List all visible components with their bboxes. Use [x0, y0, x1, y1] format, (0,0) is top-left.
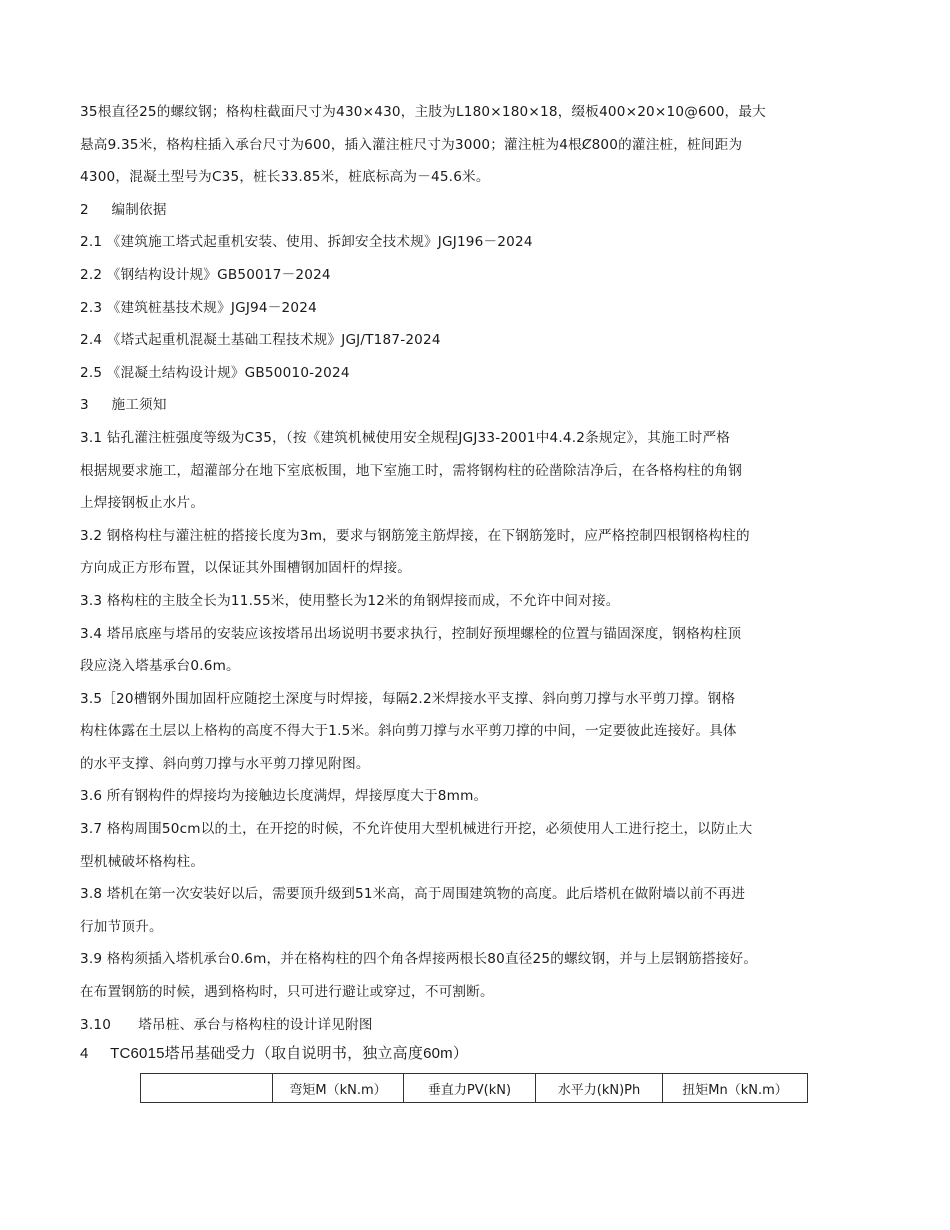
table-header-cell: 扭矩Mn（kN.m）: [663, 1074, 808, 1103]
paragraph-line: 35根直径25的螺纹钢；格构柱截面尺寸为430×430，主肢为L180×180×18，缀板400×20×10@600，最大: [80, 104, 766, 120]
paragraph-line: 根据规要求施工，超灌部分在地下室底板围，地下室施工时，需将钢构柱的砼凿除洁净后，在各格构柱的角钢: [80, 462, 743, 479]
table-header-row: [141, 1074, 808, 1103]
table-header-cell: 弯矩M（kN.m）: [273, 1074, 404, 1103]
reference-item: 2.2 《钢结构设计规》GB50017－2024: [80, 266, 331, 283]
paragraph-line: 3.4 塔吊底座与塔吊的安装应该按塔吊出场说明书要求执行，控制好预埋螺栓的位置与锚固深度，钢格构柱顶: [80, 625, 742, 642]
paragraph-line: 4300，混凝土型号为C35，桩长33.85米，桩底标高为－45.6米。: [80, 169, 490, 186]
reference-item: 2.1 《建筑施工塔式起重机安装、使用、拆卸安全技术规》JGJ196－2024: [80, 234, 533, 251]
table-header-cell: 水平力(kN)Ph: [536, 1074, 663, 1103]
paragraph-line: 3.8 塔机在第一次安装好以后，需要顶升级到51米高，高于周围建筑物的高度。此后塔机在做附墙以前不再进: [80, 886, 746, 903]
paragraph-line: 的水平支撑、斜向剪刀撑与水平剪刀撑见附图。: [80, 755, 370, 772]
paragraph-line: 在布置钢筋的时候，遇到格构时，只可进行避让或穿过，不可割断。: [80, 984, 494, 1001]
paragraph-line: 型机械破坏格构柱。: [80, 853, 205, 870]
paragraph-line: 行加节顶升。: [80, 918, 163, 935]
paragraph-line: 上焊接钢板止水片。: [80, 495, 205, 512]
section-heading-4: 4 TC6015塔吊基础受力（取自说明书，独立高度60m）: [80, 1045, 469, 1063]
paragraph-line: 3.3 格构柱的主肢全长为11.55米，使用整长为12米的角钢焊接而成，不允许中间对接。: [80, 592, 620, 609]
paragraph-line: 3.6 所有钢构件的焊接均为接触边长度满焊，焊接厚度大于8mm。: [80, 788, 488, 805]
table-header-cell: 垂直力PV(kN): [404, 1074, 536, 1103]
paragraph-line: 段应浇入塔基承台0.6m。: [80, 658, 240, 675]
section-heading-3: 3 施工须知: [80, 397, 167, 414]
foundation-force-table: [140, 1073, 808, 1103]
paragraph-line: 3.9 格构须插入塔机承台0.6m，并在格构柱的四个角各焊接两根长80直径25的螺纹钢，并与上层钢筋搭接好。: [80, 951, 758, 968]
paragraph-line: 3.1 钻孔灌注桩强度等级为C35，（按《建筑机械使用安全规程JGJ33-2001中4.4.2条规定》，其施工时严格: [80, 429, 731, 446]
paragraph-line: 构柱体露在土层以上格构的高度不得大于1.5米。斜向剪刀撑与水平剪刀撑的中间，一定要彼此连接好。具体: [80, 723, 737, 740]
paragraph-line: 3.5［20槽钢外围加固杆应随挖土深度与时焊接，每隔2.2米焊接水平支撑、斜向剪刀撑与水平剪刀撑。钢格: [80, 690, 736, 707]
paragraph-line: 悬高9.35米，格构柱插入承台尺寸为600，插入灌注桩尺寸为3000；灌注桩为4根Ȼ800的灌注桩，桩间距为: [80, 136, 743, 153]
document-body: [80, 96, 885, 1067]
paragraph-line: 方向成正方形布置，以保证其外围槽钢加固杆的焊接。: [80, 560, 412, 577]
reference-item: 2.5 《混凝土结构设计规》GB50010-2024: [80, 364, 350, 381]
paragraph-line: 3.2 钢格构柱与灌注桩的搭接长度为3m，要求与钢筋笼主筋焊接，在下钢筋笼时，应严格控制四根钢格构柱的: [80, 527, 750, 544]
table-header-cell: [141, 1074, 273, 1103]
paragraph-line: 3.10 塔吊桩、承台与格构柱的设计详见附图: [80, 1016, 373, 1033]
reference-item: 2.4 《塔式起重机混凝土基础工程技术规》JGJ/T187-2024: [80, 332, 441, 349]
section-heading-2: 2 编制依据: [80, 201, 167, 218]
reference-item: 2.3 《建筑桩基技术规》JGJ94－2024: [80, 299, 317, 316]
paragraph-line: 3.7 格构周围50cm以的土，在开挖的时候，不允许使用大型机械进行开挖，必须使用人工进行挖土，以防止大: [80, 821, 753, 838]
